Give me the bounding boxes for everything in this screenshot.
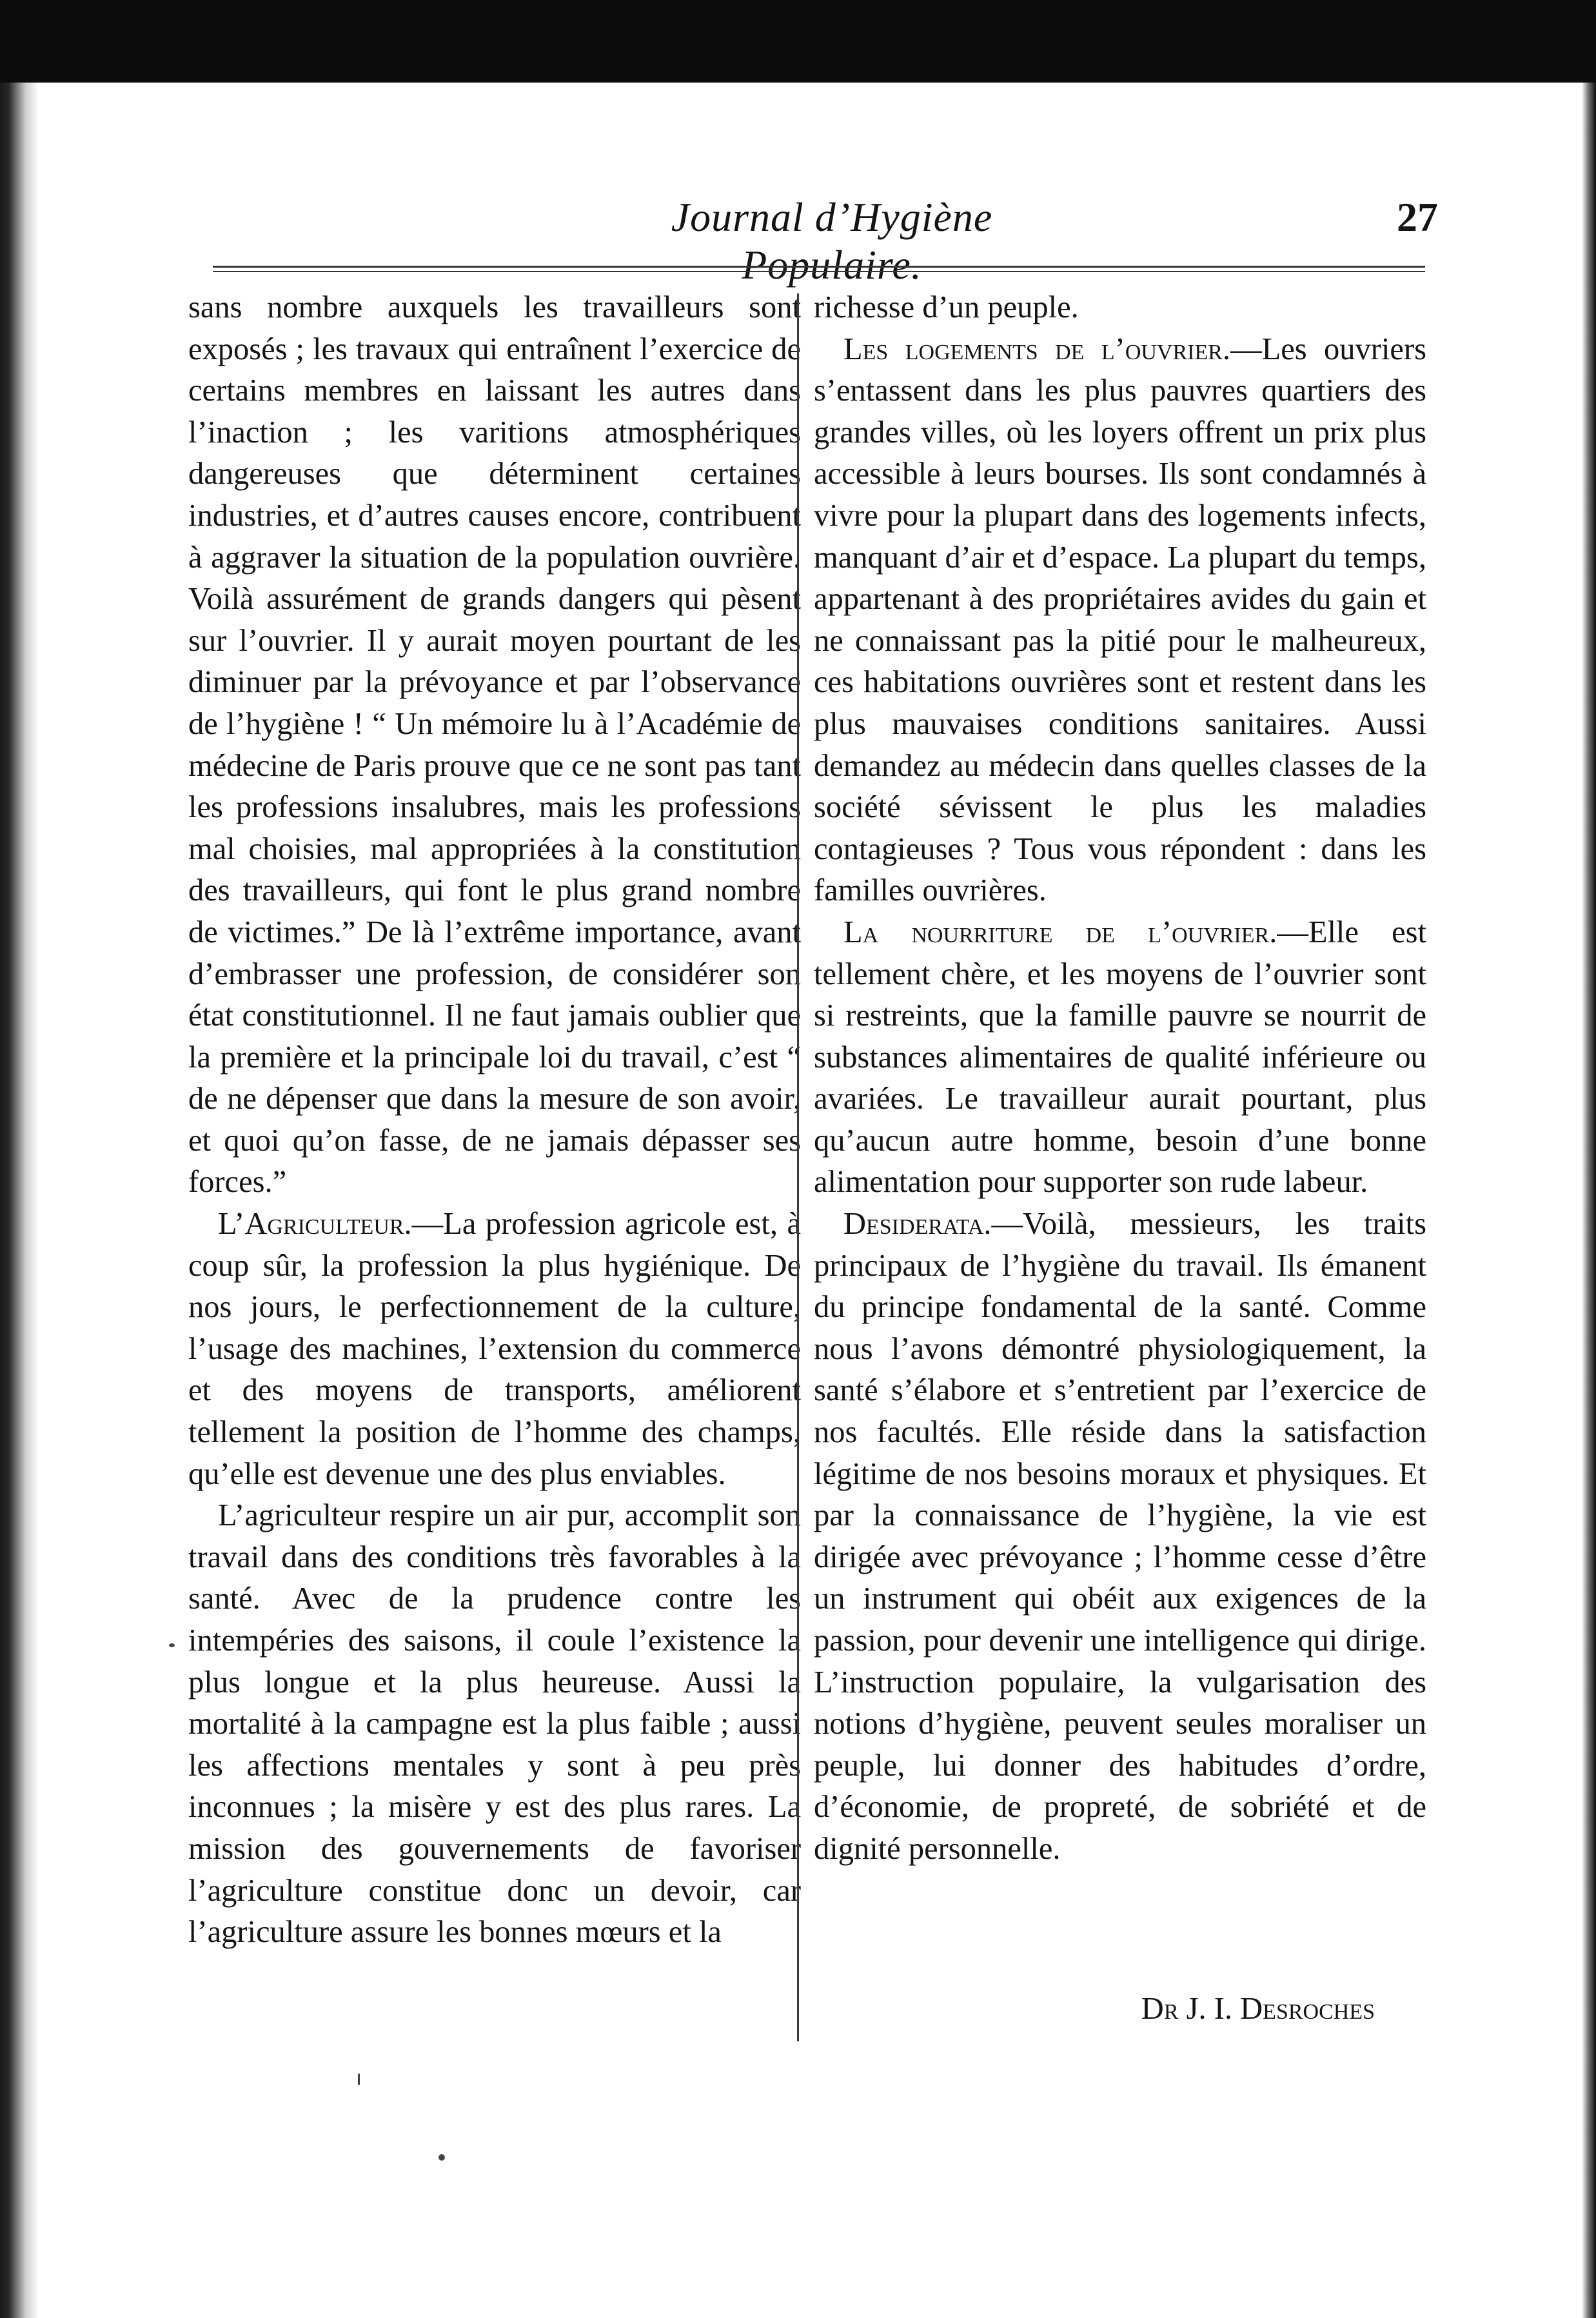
section-heading-nourriture: La nourriture de l’ouvrier.: [843, 915, 1277, 949]
running-head: Journal d’Hygiène Populaire.: [671, 194, 993, 288]
right-paragraph-logements: [814, 329, 1426, 912]
author-signature: Dr J. I. Desroches: [1141, 1992, 1375, 2026]
section-heading-agriculteur: L’Agriculteur.: [218, 1207, 412, 1242]
section-heading-desiderata: Desiderata.: [843, 1207, 992, 1242]
section-heading-logements: Les logements de l’ouvrier.: [843, 332, 1231, 366]
scan-left-binding-edge: [0, 83, 39, 2318]
scan-speck: [438, 2154, 445, 2161]
scan-top-border: [0, 0, 1596, 83]
right-paragraph-desiderata: [814, 1204, 1426, 1870]
desiderata-body: —Voilà, messieurs, les traits principaux de l’hygiène du travail. Ils émanent du principe fondamental de la santé. Comme nous l’avons démontré physiologiquement, la santé s’élabore et s’entretient par l’exercice de nos facultés. Elle réside dans la satisfaction légitime de nos besoins moraux et physiques. Et par la connaissance de l’hygiène, la vie est dirigée avec prévoyance ; l’homme cesse d’être un instrument qui obéit aux exigences de la passion, pour devenir une intelligence qui dirige. L’instruction populaire, la vulgarisation des notions d’hygiène, peuvent seules moraliser un peuple, lui donner des habitudes d’ordre, d’économie, de propreté, de sobriété et de dignité personnelle.: [814, 1207, 1426, 1866]
logements-body: —Les ouvriers s’entassent dans les plus pauvres quartiers des grandes villes, où les loyers offrent un prix plus accessible à leurs bourses. Ils sont condamnés à vivre pour la plupart dans des logements infects, manquant d’air et d’espace. La plupart du temps, appartenant à des propriétaires avides du gain et ne connaissant pas la pitié pour le malheureux, ces habitations ouvrières sont et restent dans les plus mauvaises conditions sanitaires. Aussi demandez au médecin dans quelles classes de la société sévissent le plus les maladies contagieuses ? Tous vous répondent : dans les familles ouvrières.: [814, 332, 1426, 908]
agriculteur-body: —La profession agricole est, à coup sûr, la profession la plus hygiénique. De nos jours, le perfectionnement de la culture, l’usage des machines, l’extension du commerce et des moyens de transports, améliorent tellement la position de l’homme des champs, qu’elle est devenue une des plus enviables.: [188, 1207, 801, 1491]
right-paragraph-nourriture: [814, 912, 1426, 1204]
right-paragraph-1: richesse d’un peuple.: [814, 290, 1079, 324]
scan-speck: [358, 2074, 360, 2085]
column-divider: [797, 293, 799, 2041]
left-column: [188, 287, 801, 1954]
header-double-rule: [213, 266, 1425, 272]
left-paragraph-1: sans nombre auxquels les travailleurs sont exposés ; les travaux qui entraînent l’exercice de certains membres en laissant les autres dans l’inaction ; les varitions atmosphériques dangereuses que déterminent certaines industries, et d’autres causes encore, contribuent à aggraver la situation de la population ouvrière. Voilà assurément de grands dangers qui pèsent sur l’ouvrier. Il y aurait moyen pourtant de les diminuer par la prévoyance et par l’observance de l’hygiène ! “ Un mémoire lu à l’Académie de médecine de Paris prouve que ce ne sont pas tant les professions insalubres, mais les professions mal choisies, mal appropriées à la constitution des travailleurs, qui font le plus grand nombre de victimes.” De là l’extrême importance, avant d’embrasser une profession, de considérer son état constitutionnel. Il ne faut jamais oublier que la première et la principale loi du travail, c’est “ de ne dépenser que dans la mesure de son avoir, et quoi qu’on fasse, de ne jamais dépasser ses forces.”: [188, 290, 801, 1200]
scan-right-edge: [1582, 83, 1596, 2318]
right-column: [814, 287, 1426, 1870]
nourriture-body: —Elle est tellement chère, et les moyens de l’ouvrier sont si restreints, que la famille pauvre se nourrit de substances alimentaires de qualité inférieure ou avariées. Le travailleur aurait pourtant, plus qu’aucun autre homme, besoin d’une bonne alimentation pour supporter son rude labeur.: [814, 915, 1426, 1200]
left-paragraph-agriculteur: [188, 1204, 801, 1495]
scan-speck: [169, 1643, 175, 1647]
left-paragraph-3: L’agriculteur respire un air pur, accomplit son travail dans des conditions très favorables à la santé. Avec de la prudence contre les intempéries des saisons, il coule l’existence la plus longue et la plus heureuse. Aussi la mortalité à la campagne est la plus faible ; aussi les affections mentales y sont à peu près inconnues ; la misère y est des plus rares. La mission des gouvernements de favoriser l’agriculture constitue donc un devoir, car l’agriculture assure les bonnes mœurs et la: [188, 1498, 801, 1950]
page-number: 27: [1397, 194, 1438, 240]
